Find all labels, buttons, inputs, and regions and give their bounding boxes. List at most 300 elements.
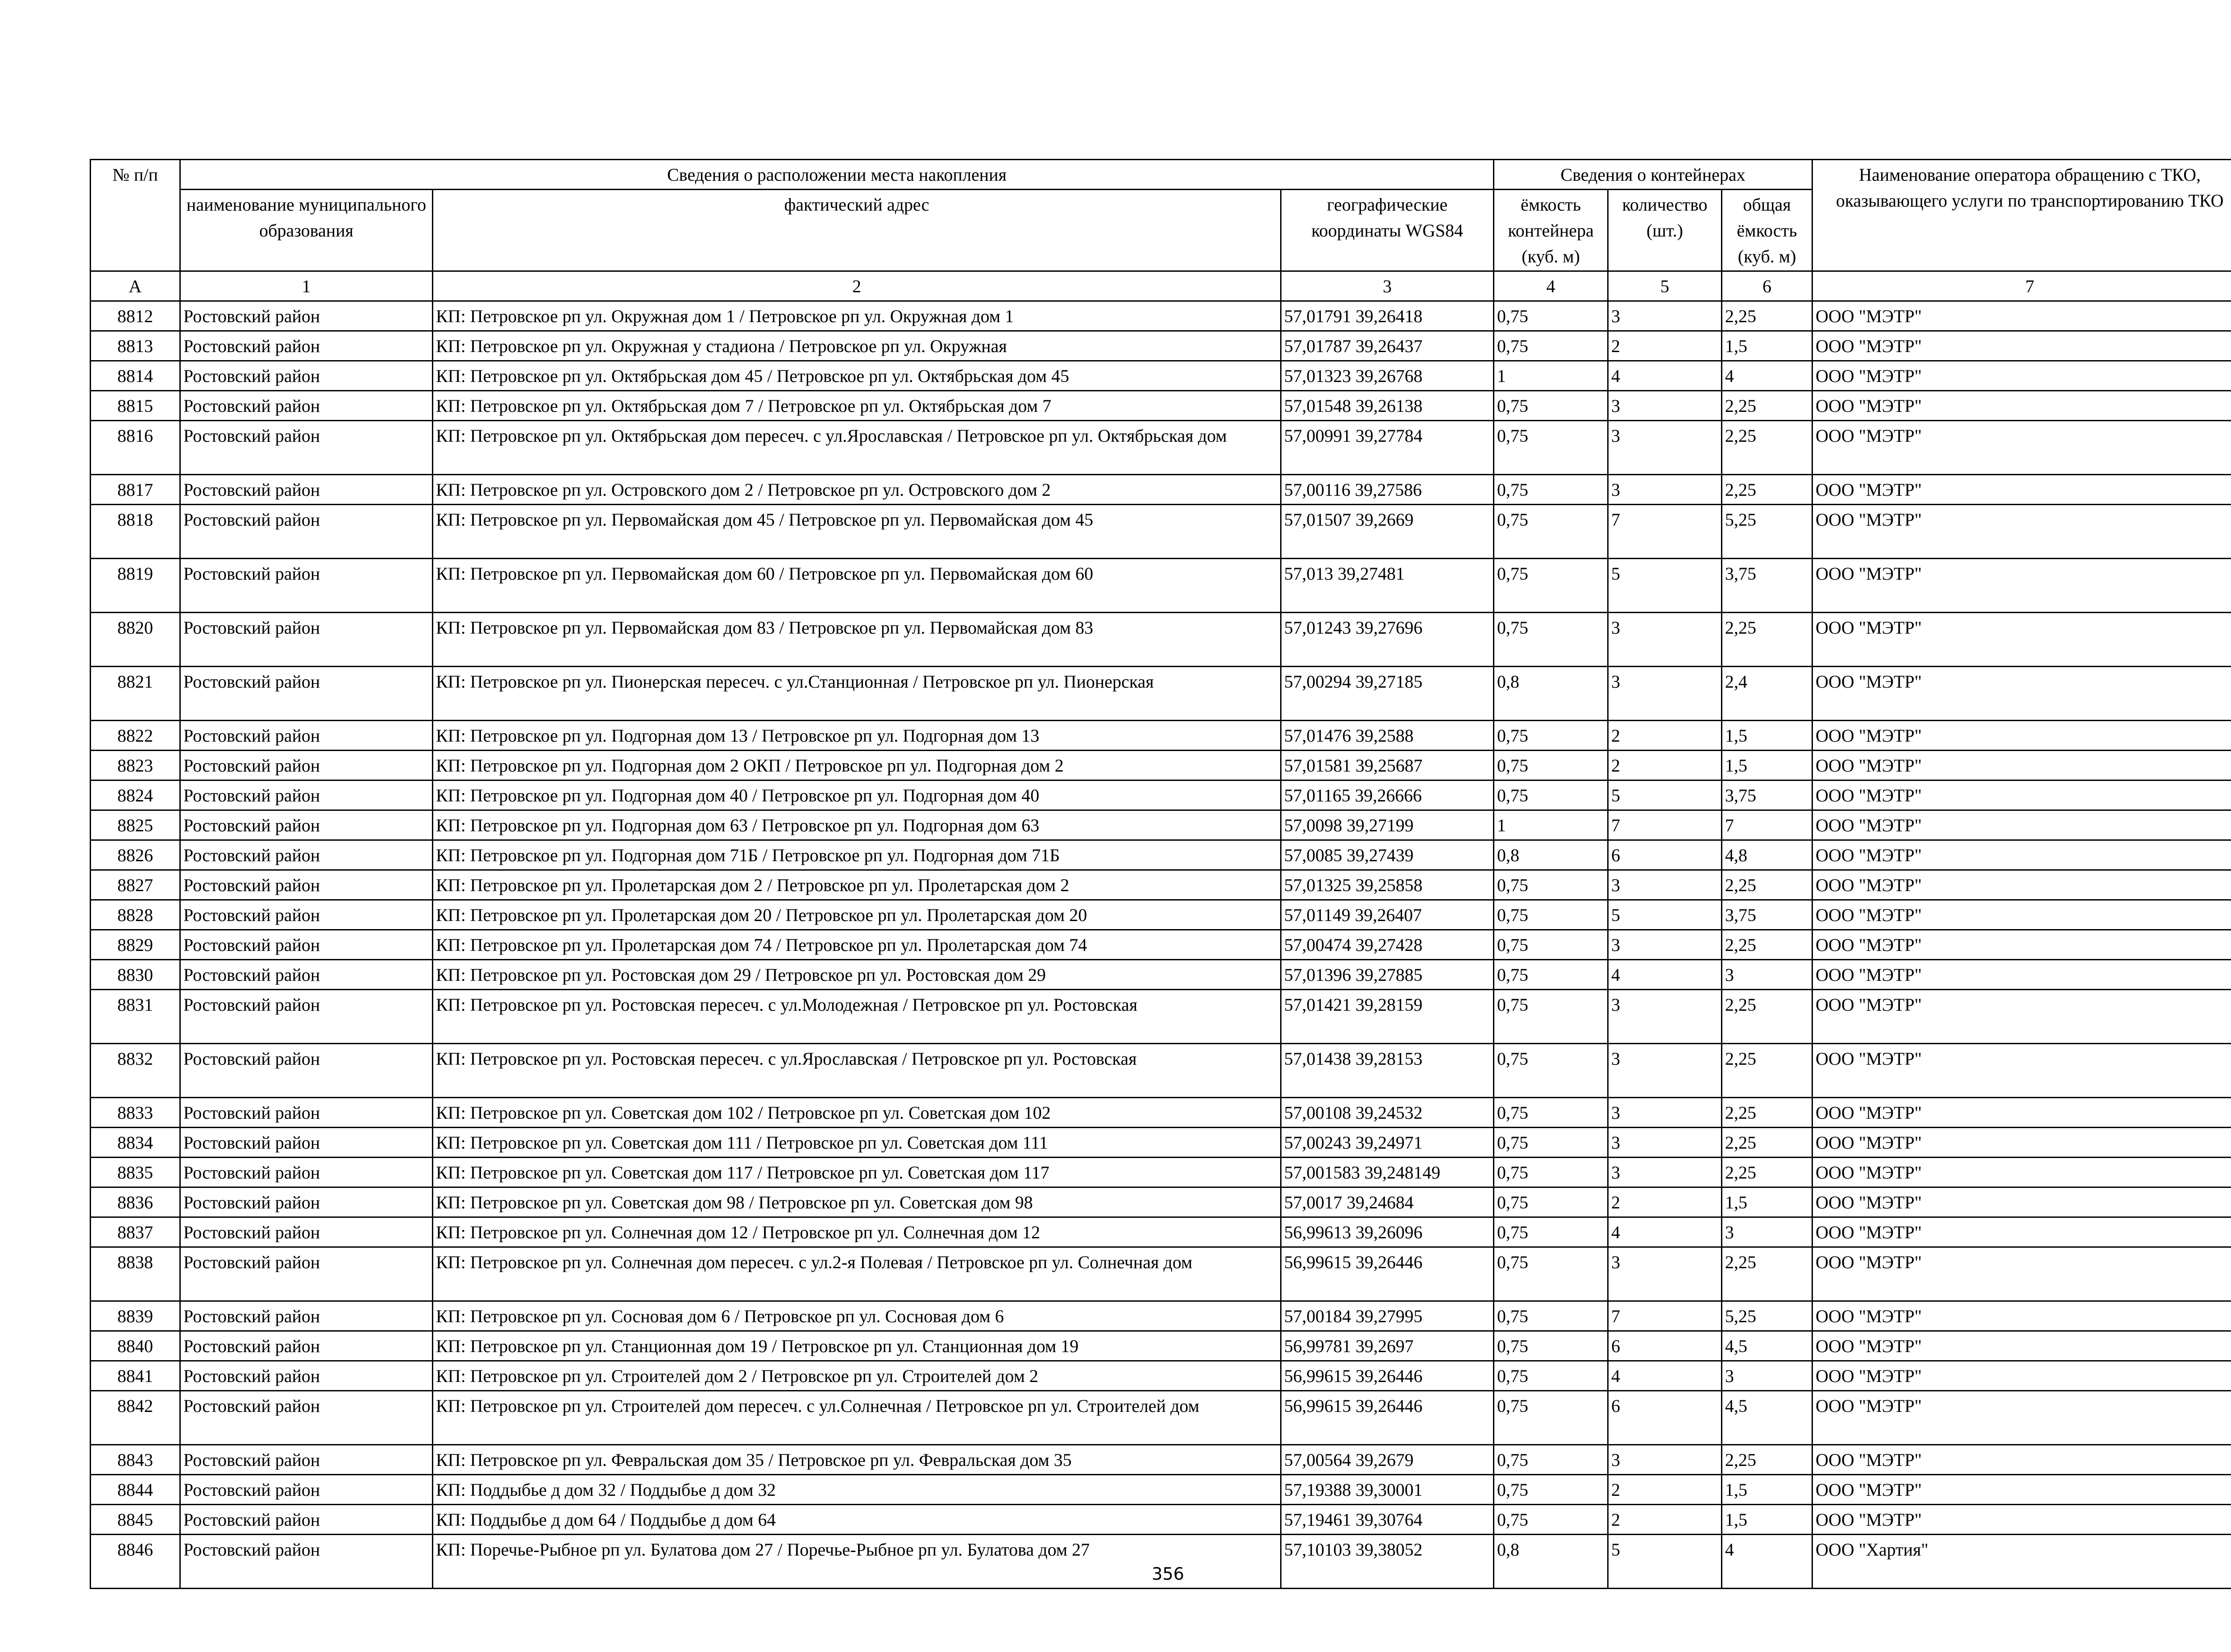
header-location-group: Сведения о расположении места накопления <box>180 160 1494 190</box>
cell-address: КП: Петровское рп ул. Сосновая дом 6 / Петровское рп ул. Сосновая дом 6 <box>433 1301 1281 1331</box>
cell-operator: ООО "МЭТР" <box>1812 1475 2231 1505</box>
cell-municipality: Ростовский район <box>180 331 433 361</box>
cell-coordinates: 57,013 39,27481 <box>1281 559 1494 613</box>
cell-row-number: 8818 <box>91 505 180 559</box>
table-row <box>91 1301 2231 1331</box>
table-row <box>91 361 2231 391</box>
cell-total-capacity: 2,25 <box>1722 391 1812 421</box>
cell-container-capacity: 0,75 <box>1494 990 1608 1044</box>
cell-address: КП: Петровское рп ул. Октябрьская дом 7 / Петровское рп ул. Октябрьская дом 7 <box>433 391 1281 421</box>
table-row <box>91 900 2231 930</box>
table-row <box>91 667 2231 721</box>
cell-coordinates: 57,01165 39,26666 <box>1281 780 1494 810</box>
cell-municipality: Ростовский район <box>180 667 433 721</box>
cell-container-count: 3 <box>1608 1128 1722 1158</box>
table-row <box>91 1158 2231 1187</box>
cell-coordinates: 57,00184 39,27995 <box>1281 1301 1494 1331</box>
cell-container-count: 4 <box>1608 1361 1722 1391</box>
cell-total-capacity: 4,5 <box>1722 1391 1812 1445</box>
cell-operator: ООО "МЭТР" <box>1812 900 2231 930</box>
cell-operator: ООО "МЭТР" <box>1812 930 2231 960</box>
cell-row-number: 8822 <box>91 721 180 751</box>
cell-total-capacity: 2,25 <box>1722 1044 1812 1098</box>
cell-total-capacity: 1,5 <box>1722 751 1812 780</box>
cell-container-count: 3 <box>1608 1044 1722 1098</box>
cell-municipality: Ростовский район <box>180 780 433 810</box>
cell-container-count: 5 <box>1608 900 1722 930</box>
cell-coordinates: 57,01149 39,26407 <box>1281 900 1494 930</box>
cell-container-capacity: 0,75 <box>1494 1331 1608 1361</box>
cell-container-count: 6 <box>1608 840 1722 870</box>
cell-address: КП: Петровское рп ул. Советская дом 102 / Петровское рп ул. Советская дом 102 <box>433 1098 1281 1128</box>
cell-container-count: 5 <box>1608 780 1722 810</box>
cell-total-capacity: 1,5 <box>1722 331 1812 361</box>
cell-coordinates: 57,00991 39,27784 <box>1281 421 1494 475</box>
cell-total-capacity: 2,25 <box>1722 1247 1812 1301</box>
cell-row-number: 8830 <box>91 960 180 990</box>
cell-operator: ООО "МЭТР" <box>1812 505 2231 559</box>
cell-address: КП: Петровское рп ул. Подгорная дом 13 / Петровское рп ул. Подгорная дом 13 <box>433 721 1281 751</box>
cell-total-capacity: 5,25 <box>1722 1301 1812 1331</box>
cell-address: КП: Петровское рп ул. Советская дом 117 / Петровское рп ул. Советская дом 117 <box>433 1158 1281 1187</box>
cell-container-capacity: 0,75 <box>1494 1505 1608 1535</box>
cell-container-count: 3 <box>1608 301 1722 331</box>
cell-operator: ООО "МЭТР" <box>1812 810 2231 840</box>
cell-row-number: 8837 <box>91 1217 180 1247</box>
cell-total-capacity: 2,25 <box>1722 1445 1812 1475</box>
header-coordinates: географические координаты WGS84 <box>1281 190 1494 271</box>
cell-address: КП: Петровское рп ул. Пролетарская дом 74 / Петровское рп ул. Пролетарская дом 74 <box>433 930 1281 960</box>
cell-row-number: 8814 <box>91 361 180 391</box>
cell-row-number: 8841 <box>91 1361 180 1391</box>
cell-address: КП: Петровское рп ул. Первомайская дом 83 / Петровское рп ул. Первомайская дом 83 <box>433 613 1281 667</box>
cell-row-number: 8825 <box>91 810 180 840</box>
cell-total-capacity: 4,8 <box>1722 840 1812 870</box>
cell-total-capacity: 1,5 <box>1722 1505 1812 1535</box>
cell-total-capacity: 3 <box>1722 1217 1812 1247</box>
cell-operator: ООО "МЭТР" <box>1812 1361 2231 1391</box>
cell-operator: ООО "МЭТР" <box>1812 721 2231 751</box>
cell-container-count: 3 <box>1608 613 1722 667</box>
header-index-7: 7 <box>1812 271 2231 301</box>
cell-address: КП: Петровское рп ул. Ростовская пересеч. с ул.Ярославская / Петровское рп ул. Ростовская <box>433 1044 1281 1098</box>
cell-municipality: Ростовский район <box>180 840 433 870</box>
cell-container-count: 3 <box>1608 475 1722 505</box>
cell-operator: ООО "МЭТР" <box>1812 1187 2231 1217</box>
cell-row-number: 8834 <box>91 1128 180 1158</box>
cell-row-number: 8835 <box>91 1158 180 1187</box>
cell-container-capacity: 0,75 <box>1494 1391 1608 1445</box>
cell-address: КП: Петровское рп ул. Ростовская пересеч. с ул.Молодежная / Петровское рп ул. Ростовская <box>433 990 1281 1044</box>
cell-container-capacity: 0,75 <box>1494 1098 1608 1128</box>
cell-operator: ООО "МЭТР" <box>1812 391 2231 421</box>
cell-coordinates: 56,99781 39,2697 <box>1281 1331 1494 1361</box>
cell-total-capacity: 1,5 <box>1722 1475 1812 1505</box>
cell-container-count: 7 <box>1608 505 1722 559</box>
cell-container-count: 4 <box>1608 361 1722 391</box>
cell-container-capacity: 0,75 <box>1494 331 1608 361</box>
cell-municipality: Ростовский район <box>180 930 433 960</box>
cell-container-count: 3 <box>1608 391 1722 421</box>
header-index-a: А <box>91 271 180 301</box>
cell-address: КП: Петровское рп ул. Первомайская дом 60 / Петровское рп ул. Первомайская дом 60 <box>433 559 1281 613</box>
cell-coordinates: 57,0085 39,27439 <box>1281 840 1494 870</box>
cell-municipality: Ростовский район <box>180 391 433 421</box>
cell-operator: ООО "МЭТР" <box>1812 361 2231 391</box>
table-row <box>91 990 2231 1044</box>
cell-row-number: 8843 <box>91 1445 180 1475</box>
cell-container-capacity: 0,75 <box>1494 960 1608 990</box>
cell-operator: ООО "МЭТР" <box>1812 331 2231 361</box>
cell-operator: ООО "МЭТР" <box>1812 475 2231 505</box>
cell-coordinates: 57,00108 39,24532 <box>1281 1098 1494 1128</box>
cell-total-capacity: 2,4 <box>1722 667 1812 721</box>
cell-coordinates: 56,99613 39,26096 <box>1281 1217 1494 1247</box>
cell-coordinates: 57,01325 39,25858 <box>1281 870 1494 900</box>
cell-container-capacity: 0,75 <box>1494 1361 1608 1391</box>
table-row <box>91 1445 2231 1475</box>
cell-municipality: Ростовский район <box>180 1187 433 1217</box>
cell-municipality: Ростовский район <box>180 1475 433 1505</box>
cell-container-count: 6 <box>1608 1391 1722 1445</box>
cell-address: КП: Петровское рп ул. Пролетарская дом 20 / Петровское рп ул. Пролетарская дом 20 <box>433 900 1281 930</box>
header-container-capacity: ёмкость контейнера (куб. м) <box>1494 190 1608 271</box>
cell-operator: ООО "МЭТР" <box>1812 1445 2231 1475</box>
cell-total-capacity: 3,75 <box>1722 780 1812 810</box>
cell-municipality: Ростовский район <box>180 475 433 505</box>
cell-address: КП: Петровское рп ул. Подгорная дом 40 / Петровское рп ул. Подгорная дом 40 <box>433 780 1281 810</box>
table-row <box>91 960 2231 990</box>
cell-container-count: 4 <box>1608 960 1722 990</box>
cell-address: КП: Петровское рп ул. Станционная дом 19 / Петровское рп ул. Станционная дом 19 <box>433 1331 1281 1361</box>
cell-container-count: 3 <box>1608 1098 1722 1128</box>
table-row <box>91 391 2231 421</box>
cell-total-capacity: 2,25 <box>1722 1128 1812 1158</box>
cell-operator: ООО "МЭТР" <box>1812 990 2231 1044</box>
cell-operator: ООО "МЭТР" <box>1812 1391 2231 1445</box>
cell-total-capacity: 1,5 <box>1722 1187 1812 1217</box>
cell-total-capacity: 5,25 <box>1722 505 1812 559</box>
cell-address: КП: Петровское рп ул. Подгорная дом 71Б / Петровское рп ул. Подгорная дом 71Б <box>433 840 1281 870</box>
cell-municipality: Ростовский район <box>180 1361 433 1391</box>
table-row <box>91 1217 2231 1247</box>
cell-row-number: 8813 <box>91 331 180 361</box>
header-index-1: 1 <box>180 271 433 301</box>
table-row <box>91 1331 2231 1361</box>
header-containers-group: Сведения о контейнерах <box>1494 160 1812 190</box>
cell-operator: ООО "МЭТР" <box>1812 1247 2231 1301</box>
cell-total-capacity: 2,25 <box>1722 475 1812 505</box>
header-index-5: 5 <box>1608 271 1722 301</box>
cell-container-count: 3 <box>1608 1445 1722 1475</box>
cell-container-count: 2 <box>1608 751 1722 780</box>
cell-container-capacity: 0,75 <box>1494 1247 1608 1301</box>
cell-row-number: 8821 <box>91 667 180 721</box>
header-address: фактический адрес <box>433 190 1281 271</box>
cell-municipality: Ростовский район <box>180 559 433 613</box>
cell-operator: ООО "МЭТР" <box>1812 667 2231 721</box>
cell-row-number: 8826 <box>91 840 180 870</box>
cell-municipality: Ростовский район <box>180 1128 433 1158</box>
cell-operator: ООО "МЭТР" <box>1812 1098 2231 1128</box>
cell-row-number: 8812 <box>91 301 180 331</box>
cell-municipality: Ростовский район <box>180 751 433 780</box>
cell-operator: ООО "МЭТР" <box>1812 559 2231 613</box>
cell-address: КП: Петровское рп ул. Февральская дом 35 / Петровское рп ул. Февральская дом 35 <box>433 1445 1281 1475</box>
cell-total-capacity: 1,5 <box>1722 721 1812 751</box>
cell-container-count: 3 <box>1608 1247 1722 1301</box>
cell-coordinates: 57,19388 39,30001 <box>1281 1475 1494 1505</box>
cell-container-count: 2 <box>1608 1187 1722 1217</box>
cell-container-capacity: 0,75 <box>1494 421 1608 475</box>
cell-container-capacity: 0,75 <box>1494 1044 1608 1098</box>
cell-address: КП: Петровское рп ул. Подгорная дом 2 ОКП / Петровское рп ул. Подгорная дом 2 <box>433 751 1281 780</box>
header-index-2: 2 <box>433 271 1281 301</box>
cell-total-capacity: 2,25 <box>1722 301 1812 331</box>
cell-coordinates: 57,01476 39,2588 <box>1281 721 1494 751</box>
cell-container-capacity: 0,75 <box>1494 475 1608 505</box>
cell-address: КП: Петровское рп ул. Островского дом 2 / Петровское рп ул. Островского дом 2 <box>433 475 1281 505</box>
table-body <box>91 301 2231 1589</box>
cell-container-capacity: 0,75 <box>1494 780 1608 810</box>
cell-container-capacity: 0,75 <box>1494 1158 1608 1187</box>
cell-operator: ООО "МЭТР" <box>1812 840 2231 870</box>
cell-container-count: 2 <box>1608 721 1722 751</box>
table-row <box>91 421 2231 475</box>
cell-row-number: 8824 <box>91 780 180 810</box>
cell-total-capacity: 7 <box>1722 810 1812 840</box>
cell-total-capacity: 3,75 <box>1722 900 1812 930</box>
cell-coordinates: 57,00243 39,24971 <box>1281 1128 1494 1158</box>
header-total-capacity: общая ёмкость (куб. м) <box>1722 190 1812 271</box>
cell-total-capacity: 2,25 <box>1722 421 1812 475</box>
cell-operator: ООО "МЭТР" <box>1812 301 2231 331</box>
cell-row-number: 8833 <box>91 1098 180 1128</box>
cell-operator: ООО "МЭТР" <box>1812 1505 2231 1535</box>
cell-municipality: Ростовский район <box>180 810 433 840</box>
header-row-number: № п/п <box>91 160 180 271</box>
table-row <box>91 1128 2231 1158</box>
cell-row-number: 8838 <box>91 1247 180 1301</box>
cell-coordinates: 57,01581 39,25687 <box>1281 751 1494 780</box>
cell-coordinates: 57,001583 39,248149 <box>1281 1158 1494 1187</box>
table-header <box>91 160 2231 301</box>
cell-container-count: 2 <box>1608 1475 1722 1505</box>
cell-container-capacity: 0,75 <box>1494 391 1608 421</box>
cell-row-number: 8845 <box>91 1505 180 1535</box>
cell-address: КП: Петровское рп ул. Советская дом 98 / Петровское рп ул. Советская дом 98 <box>433 1187 1281 1217</box>
cell-container-capacity: 0,75 <box>1494 1187 1608 1217</box>
cell-container-capacity: 0,75 <box>1494 1217 1608 1247</box>
cell-municipality: Ростовский район <box>180 1217 433 1247</box>
cell-address: КП: Петровское рп ул. Пролетарская дом 2 / Петровское рп ул. Пролетарская дом 2 <box>433 870 1281 900</box>
cell-total-capacity: 4 <box>1722 361 1812 391</box>
cell-address: КП: Петровское рп ул. Окружная у стадиона / Петровское рп ул. Окружная <box>433 331 1281 361</box>
cell-container-capacity: 0,8 <box>1494 840 1608 870</box>
cell-address: КП: Поречье-Рыбное рп ул. Булатова дом 27 / Поречье-Рыбное рп ул. Булатова дом 27 <box>433 1535 1281 1589</box>
cell-total-capacity: 2,25 <box>1722 1098 1812 1128</box>
cell-total-capacity: 2,25 <box>1722 870 1812 900</box>
cell-municipality: Ростовский район <box>180 1391 433 1445</box>
cell-container-capacity: 0,75 <box>1494 613 1608 667</box>
page-number: 356 <box>1152 1564 1184 1584</box>
cell-municipality: Ростовский район <box>180 613 433 667</box>
cell-container-count: 3 <box>1608 421 1722 475</box>
cell-row-number: 8844 <box>91 1475 180 1505</box>
table-row <box>91 810 2231 840</box>
cell-operator: ООО "Хартия" <box>1812 1535 2231 1589</box>
cell-container-count: 3 <box>1608 667 1722 721</box>
cell-municipality: Ростовский район <box>180 960 433 990</box>
cell-row-number: 8846 <box>91 1535 180 1589</box>
cell-address: КП: Петровское рп ул. Октябрьская дом пересеч. с ул.Ярославская / Петровское рп ул. Октябрьская дом <box>433 421 1281 475</box>
cell-coordinates: 56,99615 39,26446 <box>1281 1361 1494 1391</box>
table-row <box>91 1475 2231 1505</box>
table-row <box>91 1098 2231 1128</box>
cell-address: КП: Поддыбье д дом 64 / Поддыбье д дом 64 <box>433 1505 1281 1535</box>
cell-row-number: 8815 <box>91 391 180 421</box>
header-municipality: наименование муниципального образования <box>180 190 433 271</box>
cell-address: КП: Петровское рп ул. Подгорная дом 63 / Петровское рп ул. Подгорная дом 63 <box>433 810 1281 840</box>
registry-table <box>90 159 2231 1589</box>
cell-operator: ООО "МЭТР" <box>1812 780 2231 810</box>
cell-address: КП: Петровское рп ул. Окружная дом 1 / Петровское рп ул. Окружная дом 1 <box>433 301 1281 331</box>
cell-container-capacity: 0,75 <box>1494 751 1608 780</box>
cell-total-capacity: 2,25 <box>1722 1158 1812 1187</box>
cell-operator: ООО "МЭТР" <box>1812 1128 2231 1158</box>
cell-row-number: 8829 <box>91 930 180 960</box>
cell-coordinates: 57,00564 39,2679 <box>1281 1445 1494 1475</box>
cell-row-number: 8832 <box>91 1044 180 1098</box>
cell-container-capacity: 0,75 <box>1494 1445 1608 1475</box>
cell-container-capacity: 0,75 <box>1494 721 1608 751</box>
table-row <box>91 721 2231 751</box>
cell-municipality: Ростовский район <box>180 1098 433 1128</box>
cell-container-count: 3 <box>1608 870 1722 900</box>
cell-total-capacity: 3 <box>1722 1361 1812 1391</box>
cell-coordinates: 57,01438 39,28153 <box>1281 1044 1494 1098</box>
cell-row-number: 8816 <box>91 421 180 475</box>
table-row <box>91 301 2231 331</box>
cell-container-count: 5 <box>1608 559 1722 613</box>
table-row <box>91 475 2231 505</box>
table-row <box>91 870 2231 900</box>
cell-municipality: Ростовский район <box>180 1535 433 1589</box>
cell-municipality: Ростовский район <box>180 1247 433 1301</box>
cell-municipality: Ростовский район <box>180 1158 433 1187</box>
cell-total-capacity: 2,25 <box>1722 990 1812 1044</box>
cell-address: КП: Петровское рп ул. Советская дом 111 / Петровское рп ул. Советская дом 111 <box>433 1128 1281 1158</box>
table-row <box>91 840 2231 870</box>
cell-row-number: 8817 <box>91 475 180 505</box>
cell-address: КП: Петровское рп ул. Солнечная дом 12 / Петровское рп ул. Солнечная дом 12 <box>433 1217 1281 1247</box>
cell-container-capacity: 0,75 <box>1494 1475 1608 1505</box>
cell-municipality: Ростовский район <box>180 1331 433 1361</box>
table-row <box>91 613 2231 667</box>
cell-container-count: 5 <box>1608 1535 1722 1589</box>
cell-coordinates: 57,0017 39,24684 <box>1281 1187 1494 1217</box>
cell-row-number: 8842 <box>91 1391 180 1445</box>
cell-municipality: Ростовский район <box>180 1044 433 1098</box>
cell-address: КП: Петровское рп ул. Строителей дом пересеч. с ул.Солнечная / Петровское рп ул. Строителей дом <box>433 1391 1281 1445</box>
cell-coordinates: 57,01791 39,26418 <box>1281 301 1494 331</box>
cell-municipality: Ростовский район <box>180 870 433 900</box>
cell-row-number: 8831 <box>91 990 180 1044</box>
cell-address: КП: Петровское рп ул. Строителей дом 2 / Петровское рп ул. Строителей дом 2 <box>433 1361 1281 1391</box>
cell-row-number: 8836 <box>91 1187 180 1217</box>
cell-container-count: 2 <box>1608 1505 1722 1535</box>
cell-operator: ООО "МЭТР" <box>1812 1044 2231 1098</box>
table-row <box>91 1361 2231 1391</box>
cell-address: КП: Петровское рп ул. Пионерская пересеч. с ул.Станционная / Петровское рп ул. Пионерская <box>433 667 1281 721</box>
cell-container-capacity: 0,75 <box>1494 505 1608 559</box>
table-row <box>91 331 2231 361</box>
cell-row-number: 8823 <box>91 751 180 780</box>
table-row <box>91 1187 2231 1217</box>
table-row <box>91 559 2231 613</box>
cell-coordinates: 57,10103 39,38052 <box>1281 1535 1494 1589</box>
cell-address: КП: Петровское рп ул. Солнечная дом пересеч. с ул.2-я Полевая / Петровское рп ул. Солнечная дом <box>433 1247 1281 1301</box>
cell-municipality: Ростовский район <box>180 721 433 751</box>
cell-container-capacity: 1 <box>1494 361 1608 391</box>
cell-row-number: 8820 <box>91 613 180 667</box>
cell-municipality: Ростовский район <box>180 1445 433 1475</box>
cell-municipality: Ростовский район <box>180 361 433 391</box>
cell-container-capacity: 0,75 <box>1494 870 1608 900</box>
table-row <box>91 1044 2231 1098</box>
cell-coordinates: 57,01323 39,26768 <box>1281 361 1494 391</box>
cell-coordinates: 57,01396 39,27885 <box>1281 960 1494 990</box>
cell-total-capacity: 2,25 <box>1722 930 1812 960</box>
cell-municipality: Ростовский район <box>180 301 433 331</box>
cell-address: КП: Петровское рп ул. Октябрьская дом 45 / Петровское рп ул. Октябрьская дом 45 <box>433 361 1281 391</box>
cell-coordinates: 56,99615 39,26446 <box>1281 1391 1494 1445</box>
cell-coordinates: 57,00294 39,27185 <box>1281 667 1494 721</box>
cell-coordinates: 57,01507 39,2669 <box>1281 505 1494 559</box>
cell-container-capacity: 1 <box>1494 810 1608 840</box>
cell-total-capacity: 4,5 <box>1722 1331 1812 1361</box>
cell-total-capacity: 4 <box>1722 1535 1812 1589</box>
cell-row-number: 8839 <box>91 1301 180 1331</box>
header-index-6: 6 <box>1722 271 1812 301</box>
header-index-3: 3 <box>1281 271 1494 301</box>
cell-operator: ООО "МЭТР" <box>1812 751 2231 780</box>
cell-coordinates: 57,01421 39,28159 <box>1281 990 1494 1044</box>
header-index-4: 4 <box>1494 271 1608 301</box>
cell-operator: ООО "МЭТР" <box>1812 1217 2231 1247</box>
table-row <box>91 780 2231 810</box>
cell-coordinates: 57,01787 39,26437 <box>1281 331 1494 361</box>
table-row <box>91 505 2231 559</box>
table-row <box>91 930 2231 960</box>
cell-container-count: 3 <box>1608 1158 1722 1187</box>
table-row <box>91 1391 2231 1445</box>
cell-container-count: 3 <box>1608 990 1722 1044</box>
cell-total-capacity: 2,25 <box>1722 613 1812 667</box>
cell-municipality: Ростовский район <box>180 1505 433 1535</box>
cell-address: КП: Петровское рп ул. Ростовская дом 29 / Петровское рп ул. Ростовская дом 29 <box>433 960 1281 990</box>
table-row <box>91 1247 2231 1301</box>
cell-coordinates: 57,00474 39,27428 <box>1281 930 1494 960</box>
cell-container-capacity: 0,75 <box>1494 930 1608 960</box>
cell-municipality: Ростовский район <box>180 1301 433 1331</box>
cell-operator: ООО "МЭТР" <box>1812 960 2231 990</box>
cell-coordinates: 57,01548 39,26138 <box>1281 391 1494 421</box>
cell-container-capacity: 0,8 <box>1494 1535 1608 1589</box>
cell-coordinates: 56,99615 39,26446 <box>1281 1247 1494 1301</box>
header-container-count: количество (шт.) <box>1608 190 1722 271</box>
cell-row-number: 8819 <box>91 559 180 613</box>
